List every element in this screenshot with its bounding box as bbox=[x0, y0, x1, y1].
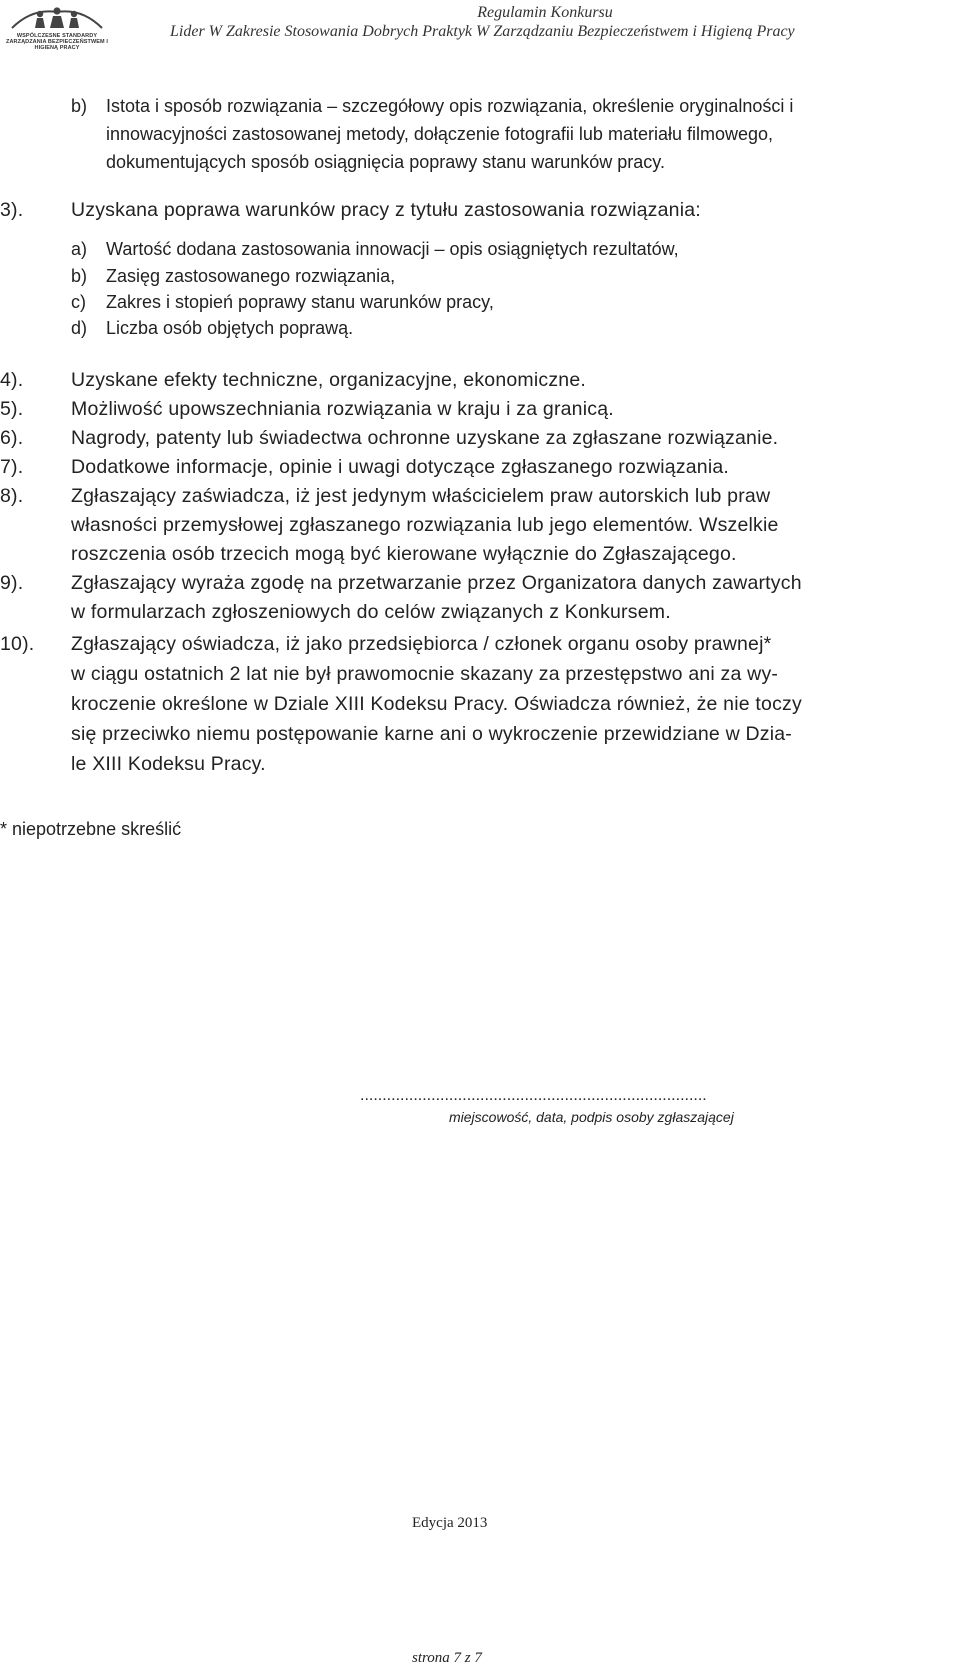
header-subtitle: Lider W Zakresie Stosowania Dobrych Praktyk W Zarządzaniu Bezpieczeństwem i Higieną Pracy bbox=[170, 23, 795, 40]
point-text-line: le XIII Kodeksu Pracy. bbox=[71, 753, 266, 775]
sub-item-label: b) bbox=[71, 266, 88, 286]
signature-line: .............................................................................. bbox=[360, 1087, 707, 1104]
point-text-line: roszczenia osób trzecich mogą być kierowane wyłącznie do Zgłaszającego. bbox=[71, 543, 737, 565]
point-number: 6). bbox=[0, 427, 24, 449]
point-text-line: się przeciwko niemu postępowanie karne ani o wykroczenie przewidziane w Dzia- bbox=[71, 723, 792, 745]
page-number: strona 7 z 7 bbox=[412, 1650, 482, 1666]
point-text-line: w formularzach zgłoszeniowych do celów związanych z Konkursem. bbox=[71, 601, 671, 623]
point-number: 3). bbox=[0, 199, 24, 221]
point-text-line: w ciągu ostatnich 2 lat nie był prawomocnie skazany za przestępstwo ani za wy- bbox=[71, 663, 779, 685]
point-number: 10). bbox=[0, 633, 35, 655]
sub-item-text: Liczba osób objętych poprawą. bbox=[106, 318, 354, 338]
sub-item-text: Wartość dodana zastosowania innowacji – opis osiągniętych rezultatów, bbox=[106, 239, 679, 259]
people-logo-icon bbox=[2, 4, 112, 34]
point-number: 7). bbox=[0, 456, 24, 478]
edition-label: Edycja 2013 bbox=[412, 1515, 488, 1531]
signature-caption: miejscowość, data, podpis osoby zgłaszającej bbox=[449, 1109, 734, 1125]
point-text-line: kroczenie określone w Dziale XIII Kodeksu Pracy. Oświadcza również, że nie toczy bbox=[71, 693, 802, 715]
point-text-line: Zgłaszający wyraża zgodę na przetwarzanie przez Organizatora danych zawartych bbox=[71, 572, 802, 594]
sub-item-label: a) bbox=[71, 239, 88, 259]
point-3 bbox=[0, 196, 901, 225]
point-text: Uzyskane efekty techniczne, organizacyjne, ekonomiczne. bbox=[71, 369, 587, 391]
organization-logo bbox=[2, 4, 112, 51]
footnote: * niepotrzebne skreślić bbox=[0, 819, 182, 839]
point-text-line: Zgłaszający oświadcza, iż jako przedsiębiorca / członek organu osoby prawnej* bbox=[71, 633, 772, 655]
sub-item-text: Zasięg zastosowanego rozwiązania, bbox=[106, 266, 396, 286]
logo-text: WSPÓLCZESNE STANDARDY ZARZĄDZANIA BEZPIECZEŃSTWEM I HIGIENĄ PRACY bbox=[6, 33, 108, 51]
point-text-line: własności przemysłowej zgłaszanego rozwiązania lub jego elementów. Wszelkie bbox=[71, 514, 779, 536]
sub-item-text: Zakres i stopień poprawy stanu warunków pracy, bbox=[106, 292, 494, 312]
item-b-text: Istota i sposób rozwiązania – szczegółowy opis rozwiązania, określenie oryginalności i innowacyjności zastosowanej metody, dołączenie fotografii lub materiału filmowego, dokumentujących sposób osiągnięcia poprawy stanu warunków pracy. bbox=[106, 96, 794, 172]
point-text: Dodatkowe informacje, opinie i uwagi dotyczące zgłaszanego rozwiązania. bbox=[71, 456, 730, 478]
point-text: Uzyskana poprawa warunków pracy z tytułu zastosowania rozwiązania: bbox=[71, 199, 701, 221]
point-number: 5). bbox=[0, 398, 24, 420]
point-number: 9). bbox=[0, 572, 24, 594]
point-text-line: Zgłaszający zaświadcza, iż jest jedynym właścicielem praw autorskich lub praw bbox=[71, 485, 771, 507]
item-b-label: b) bbox=[71, 96, 88, 116]
item-b-paragraph bbox=[71, 92, 901, 176]
point-number: 4). bbox=[0, 369, 24, 391]
sub-item-label: d) bbox=[71, 318, 88, 338]
point-number: 8). bbox=[0, 485, 24, 507]
sub-item-label: c) bbox=[71, 292, 86, 312]
point-text: Nagrody, patenty lub świadectwa ochronne uzyskane za zgłaszane rozwiązanie. bbox=[71, 427, 779, 449]
header-title: Regulamin Konkursu bbox=[477, 4, 613, 21]
point-text: Możliwość upowszechniania rozwiązania w kraju i za granicą. bbox=[71, 398, 614, 420]
